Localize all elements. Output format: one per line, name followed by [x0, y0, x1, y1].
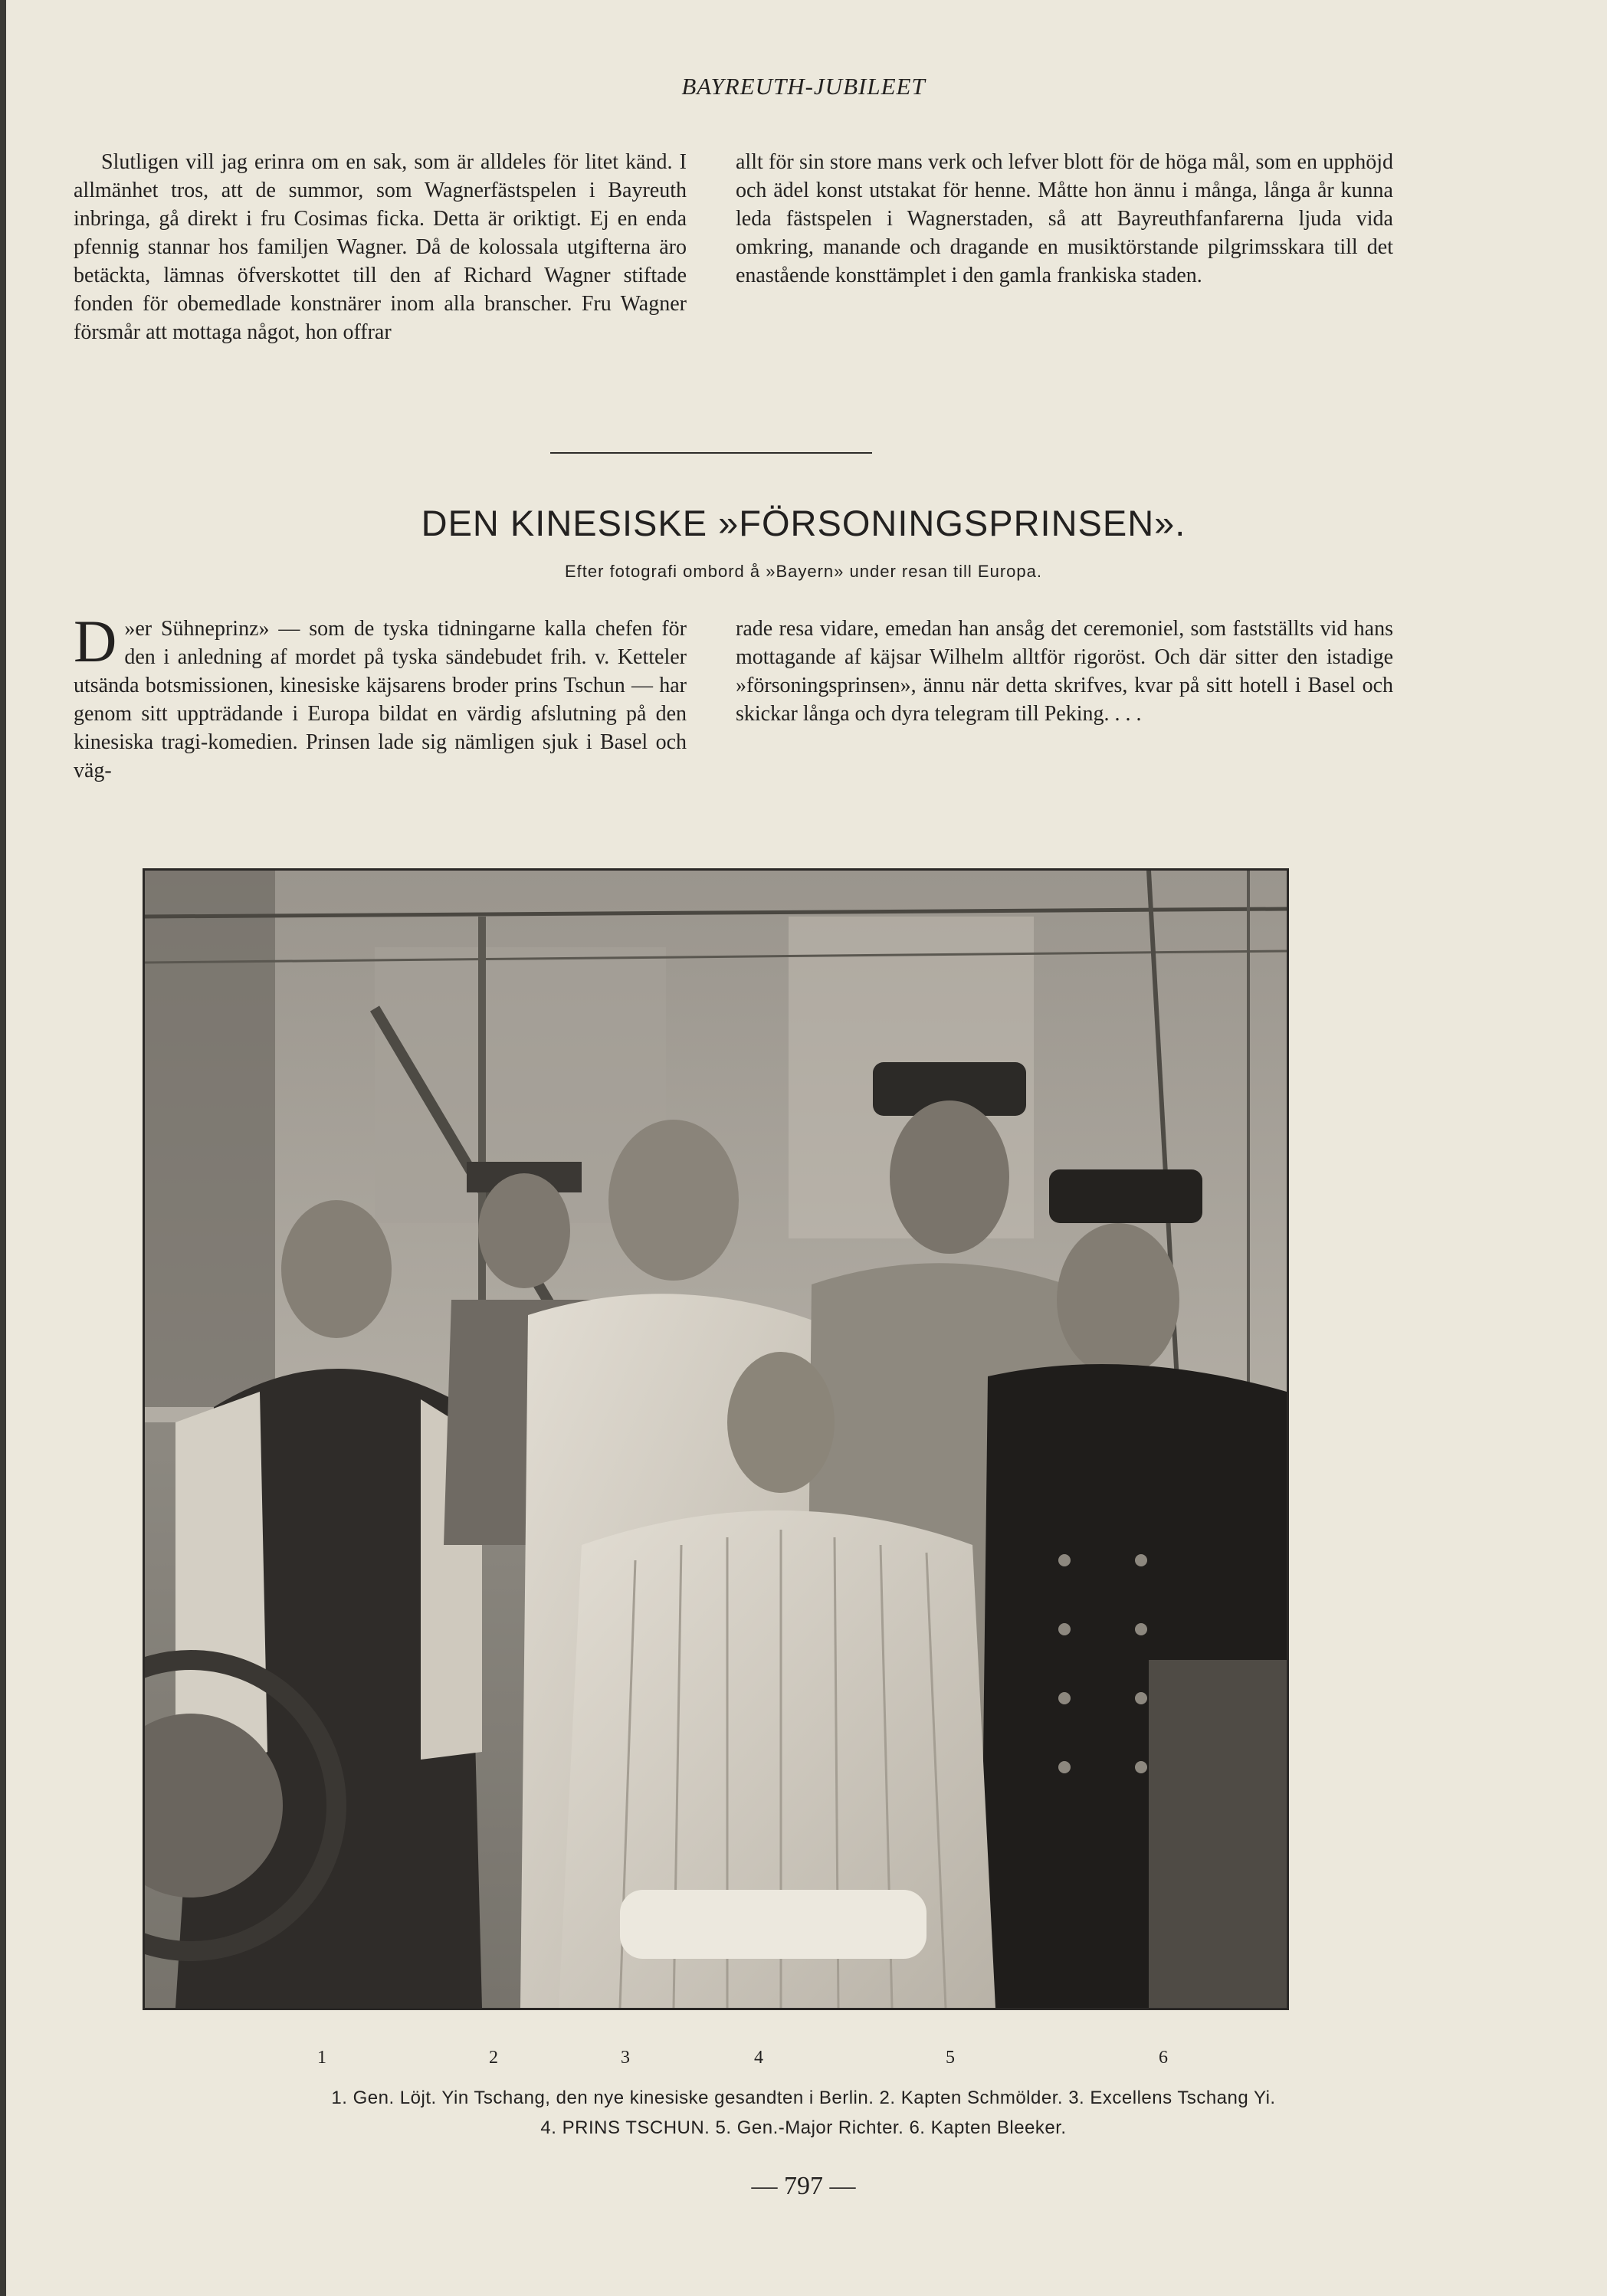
figure-number: 5	[946, 2048, 955, 2068]
top-right-column	[736, 148, 1393, 290]
article-left-paragraph	[74, 608, 687, 785]
group-photograph	[143, 868, 1289, 2010]
lead-quote: »	[124, 617, 136, 641]
caption-line-2: 4. PRINS TSCHUN. 5. Gen.-Major Richter. 6. Kapten Bleeker.	[540, 2117, 1067, 2138]
running-head: BAYREUTH-JUBILEET	[681, 73, 926, 100]
article-right-column	[736, 615, 1393, 728]
section-title: DEN KINESISKE »FÖRSONINGSPRINSEN».	[421, 503, 1186, 543]
section-subtitle: Efter fotografi ombord å »Bayern» under resan till Europa.	[565, 562, 1042, 581]
figure-number: 2	[489, 2048, 498, 2068]
page-number: — 797 —	[751, 2172, 856, 2200]
figure-number: 4	[754, 2048, 763, 2068]
figure-number-row	[0, 2048, 1607, 2074]
top-left-column	[74, 148, 687, 346]
article-left-column	[74, 608, 687, 785]
figure-number: 1	[317, 2048, 326, 2068]
photograph-illustration	[145, 871, 1287, 2008]
section-divider	[550, 452, 872, 454]
caption-line-1: 1. Gen. Löjt. Yin Tschang, den nye kinesiske gesandten i Berlin. 2. Kapten Schmölder. 3. Excellens Tschang Yi.	[331, 2088, 1276, 2108]
top-left-paragraph: Slutligen vill jag erinra om en sak, som är alldeles för litet känd. I allmänhet tros, att de summor, som Wagnerfästspelen i Bayreuth inbringa, gå direkt i fru Cosimas ficka. Detta är oriktigt. Ej en enda pfennig stannar hos familjen Wagner. Då de kolossala utgifterna äro betäckta, lämnas öfverskottet till den af Richard Wagner stiftade fonden för obemedlade konstnärer inom alla branscher. Fru Wagner försmår att mottaga något, hon offrar	[74, 150, 687, 344]
figure-number: 3	[621, 2048, 630, 2068]
page-binding-edge	[0, 0, 6, 2296]
article-right-paragraph: rade resa vidare, emedan han ansåg det ceremoniel, som fastställts vid hans mottagande af käjsar Wilhelm alltför rigoröst. Och där sitter den istadige »försoningsprinsen», ännu när detta skrifves, kvar på sitt hotell i Basel och skickar långa och dyra telegram till Peking. . . .	[736, 617, 1393, 726]
top-right-paragraph: allt för sin store mans verk och lefver blott för de höga mål, som en upphöjd och ädel konst utstakat för henne. Måtte hon ännu i många, långa år kunna leda fästspelen i Wagnerstaden, så att Bayreuthfanfarerna ljuda vida omkring, manande och dragande en musiktörstande pilgrimsskara till det enastående konsttämplet i den gamla frankiska staden.	[736, 150, 1393, 287]
dropcap: D	[74, 608, 117, 674]
deck-railing	[1149, 1660, 1287, 2008]
article-left-text: er Sühneprinz» — som de tyska tidningarne kalla chefen för den i anledning af mordet på tyska sändebudet frih. v. Ketteler utsända botsmissionen, kinesiske käjsarens broder prins Tschun — har genom sitt uppträdande i Europa bildat en värdig afslutning på den kinesiska tragi-komedien. Prinsen lade sig nämligen sjuk i Basel och väg-	[74, 617, 687, 782]
figure-number: 6	[1159, 2048, 1168, 2068]
